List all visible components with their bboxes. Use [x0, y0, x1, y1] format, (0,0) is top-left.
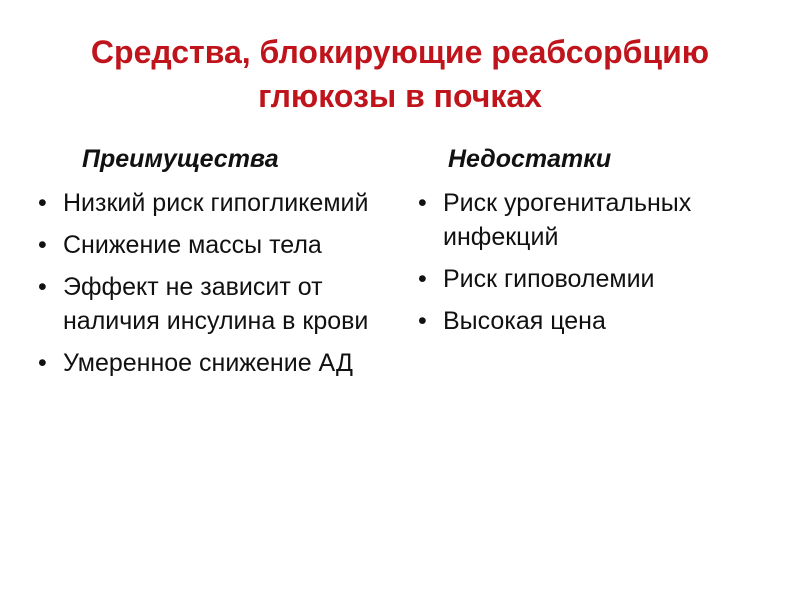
list-item [38, 346, 388, 380]
list-item [38, 270, 388, 338]
list-item-text: Снижение массы тела [63, 231, 322, 259]
slide-title [40, 30, 760, 118]
list-item-text: Умеренное снижение АД [63, 349, 353, 377]
disadvantages-heading: Недостатки [448, 145, 612, 173]
disadvantages-list [418, 186, 778, 338]
bullet-icon: • [418, 265, 427, 293]
disadvantages-column [418, 142, 778, 346]
list-item-text: Риск урогенитальных инфекций [443, 189, 692, 251]
bullet-icon: • [38, 273, 47, 301]
bullet-icon: • [38, 349, 47, 377]
list-item [38, 228, 388, 262]
slide-title-line-1: Средства, блокирующие реабсорбцию [90, 34, 710, 70]
list-item [418, 304, 778, 338]
advantages-column [38, 142, 388, 388]
advantages-list [38, 186, 388, 380]
list-item-text: Низкий риск гипогликемий [63, 189, 369, 217]
advantages-heading: Преимущества [82, 145, 279, 173]
list-item-text: Риск гиповолемии [443, 265, 655, 293]
list-item-text: Высокая цена [443, 307, 606, 335]
list-item [418, 262, 778, 296]
slide-title-line-2: глюкозы в почках [258, 78, 542, 114]
bullet-icon: • [38, 189, 47, 217]
bullet-icon: • [418, 189, 427, 217]
list-item-text: Эффект не зависит от наличия инсулина в крови [63, 273, 369, 335]
bullet-icon: • [418, 307, 427, 335]
list-item [38, 186, 388, 220]
list-item [418, 186, 778, 254]
bullet-icon: • [38, 231, 47, 259]
